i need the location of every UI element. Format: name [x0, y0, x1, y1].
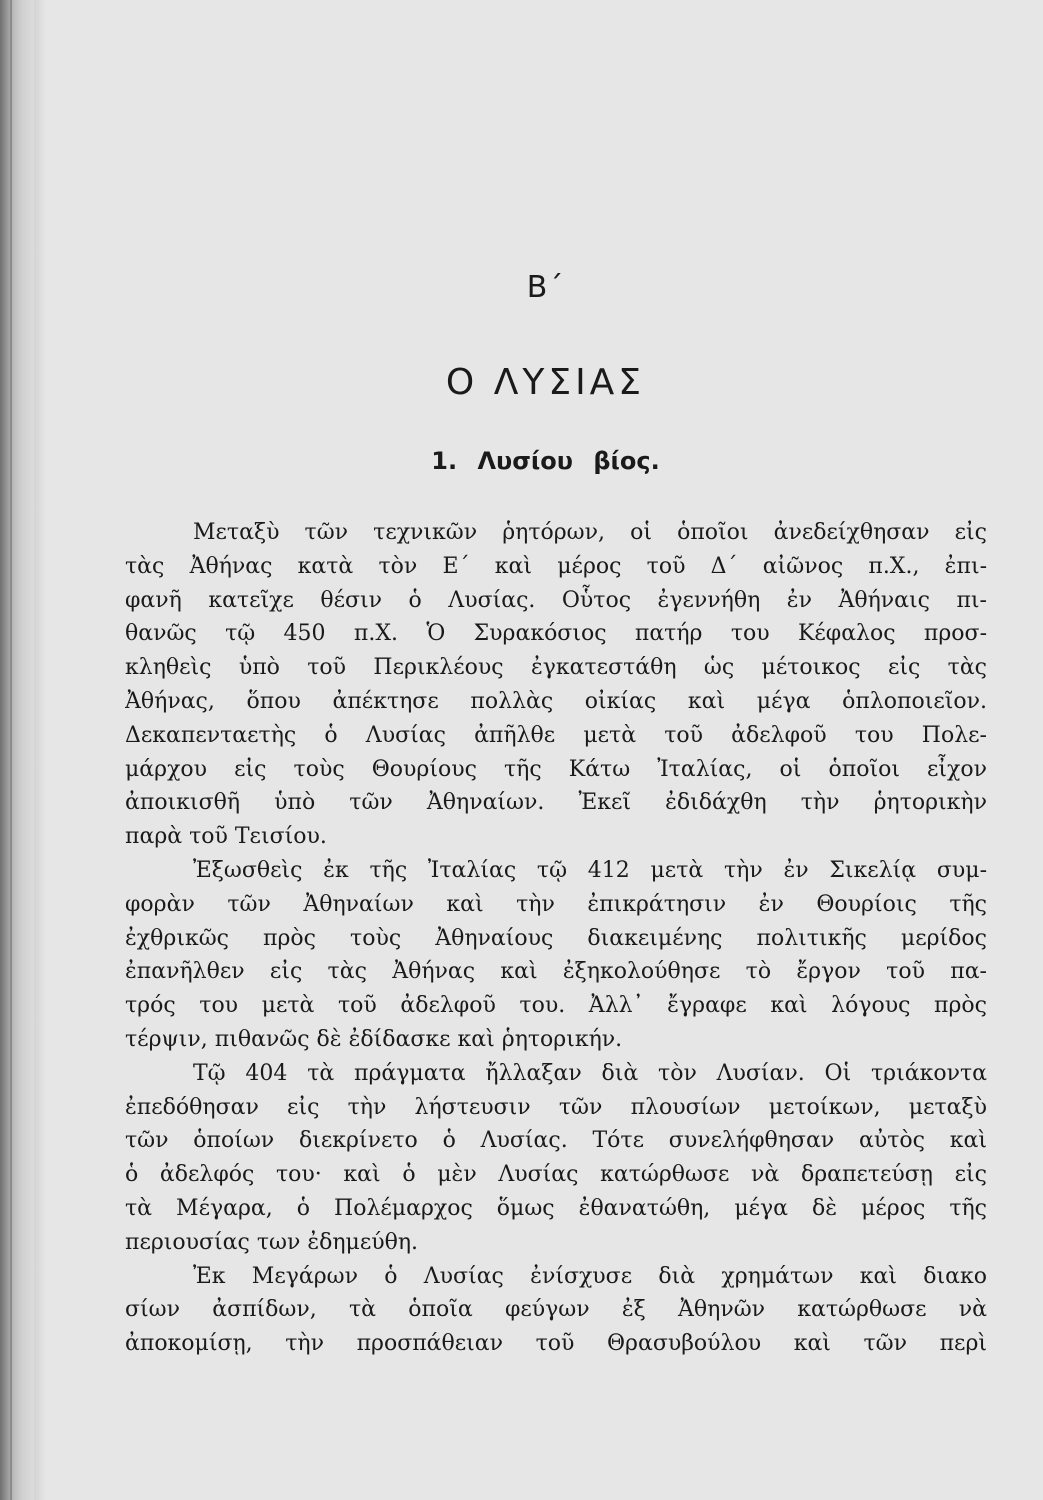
page-inner-margin — [34, 0, 46, 1500]
text-line: περιουσίας των ἐδημεύθη. — [125, 1229, 419, 1255]
text-line: παρὰ τοῦ Τεισίου. — [125, 824, 327, 850]
paragraph — [125, 516, 987, 854]
text-line: φανῆ κατεῖχε θέσιν ὁ Λυσίας. Οὗτος ἐγεννήθη ἐν Ἀθήναις πι- — [125, 587, 987, 613]
text-line: ἐχθρικῶς πρὸς τοὺς Ἀθηναίους διακειμένης πολιτικῆς μερίδος — [125, 925, 987, 951]
paragraph — [125, 1260, 987, 1361]
text-line: σίων ἀσπίδων, τὰ ὁποῖα φεύγων ἐξ Ἀθηνῶν κατώρθωσε νὰ — [125, 1297, 987, 1323]
text-line: μάρχου εἰς τοὺς Θουρίους τῆς Κάτω Ἰταλίας, οἱ ὁποῖοι εἶχον — [125, 756, 987, 782]
text-line: τὰς Ἀθήνας κατὰ τὸν Ε΄ καὶ μέρος τοῦ Δ΄ αἰῶνος π.Χ., ἐπι- — [125, 553, 987, 579]
paragraph — [125, 1057, 987, 1260]
chapter-number: Β΄ — [526, 270, 565, 305]
section-heading: 1. Λυσίου βίος. — [431, 447, 660, 475]
text-line: Ἐκ Μεγάρων ὁ Λυσίας ἐνίσχυσε διὰ χρημάτων καὶ διακο — [193, 1263, 987, 1289]
text-line: Τῷ 404 τὰ πράγματα ἤλλαξαν διὰ τὸν Λυσίαν. Οἱ τριάκοντα — [193, 1060, 987, 1086]
text-line: Ἀθήνας, ὅπου ἀπέκτησε πολλὰς οἰκίας καὶ μέγα ὁπλοποιεῖον. — [125, 688, 987, 714]
text-line: τρός του μετὰ τοῦ ἀδελφοῦ του. Ἀλλ᾽ ἔγραφε καὶ λόγους πρὸς — [125, 993, 987, 1019]
text-line: τὰ Μέγαρα, ὁ Πολέμαρχος ὅμως ἐθανατώθη, μέγα δὲ μέρος τῆς — [125, 1195, 987, 1221]
text-line: ἐπανῆλθεν εἰς τὰς Ἀθήνας καὶ ἐξηκολούθησε τὸ ἔργον τοῦ πα- — [125, 959, 987, 985]
text-line: τέρψιν, πιθανῶς δὲ ἐδίδασκε καὶ ῥητορικήν. — [125, 1026, 623, 1052]
text-line: Μεταξὺ τῶν τεχνικῶν ῥητόρων, οἱ ὁποῖοι ἀνεδείχθησαν εἰς — [193, 520, 987, 545]
text-line: ἐπεδόθησαν εἰς τὴν λήστευσιν τῶν πλουσίων μετοίκων, μεταξὺ — [125, 1094, 987, 1120]
text-line: κληθεὶς ὑπὸ τοῦ Περικλέους ἐγκατεστάθη ὡς μέτοικος εἰς τὰς — [125, 655, 987, 681]
text-line: ἀποικισθῆ ὑπὸ τῶν Ἀθηναίων. Ἐκεῖ ἐδιδάχθη τὴν ῥητορικὴν — [125, 790, 987, 816]
paragraph — [125, 854, 987, 1057]
text-line: φορὰν τῶν Ἀθηναίων καὶ τὴν ἐπικράτησιν ἐν Θουρίοις τῆς — [125, 891, 987, 917]
text-line: Ἐξωσθεὶς ἐκ τῆς Ἰταλίας τῷ 412 μετὰ τὴν ἐν Σικελίᾳ συμ- — [193, 857, 987, 883]
book-binding-edge — [0, 0, 34, 1500]
chapter-title: Ο ΛΥΣΙΑΣ — [445, 362, 646, 403]
text-line: Δεκαπενταετὴς ὁ Λυσίας ἀπῆλθε μετὰ τοῦ ἀδελφοῦ του Πολε- — [125, 722, 987, 748]
text-line: τῶν ὁποίων διεκρίνετο ὁ Λυσίας. Τότε συνελήφθησαν αὐτὸς καὶ — [125, 1128, 987, 1154]
body-text — [125, 516, 987, 1361]
text-line: ἀποκομίσῃ, τὴν προσπάθειαν τοῦ Θρασυβούλου καὶ τῶν περὶ — [125, 1331, 987, 1357]
text-line: θανῶς τῷ 450 π.Χ. Ὁ Συρακόσιος πατήρ του Κέφαλος προσ- — [125, 621, 987, 647]
text-line: ὁ ἀδελφός του· καὶ ὁ μὲν Λυσίας κατώρθωσε νὰ δραπετεύσῃ εἰς — [125, 1162, 987, 1188]
